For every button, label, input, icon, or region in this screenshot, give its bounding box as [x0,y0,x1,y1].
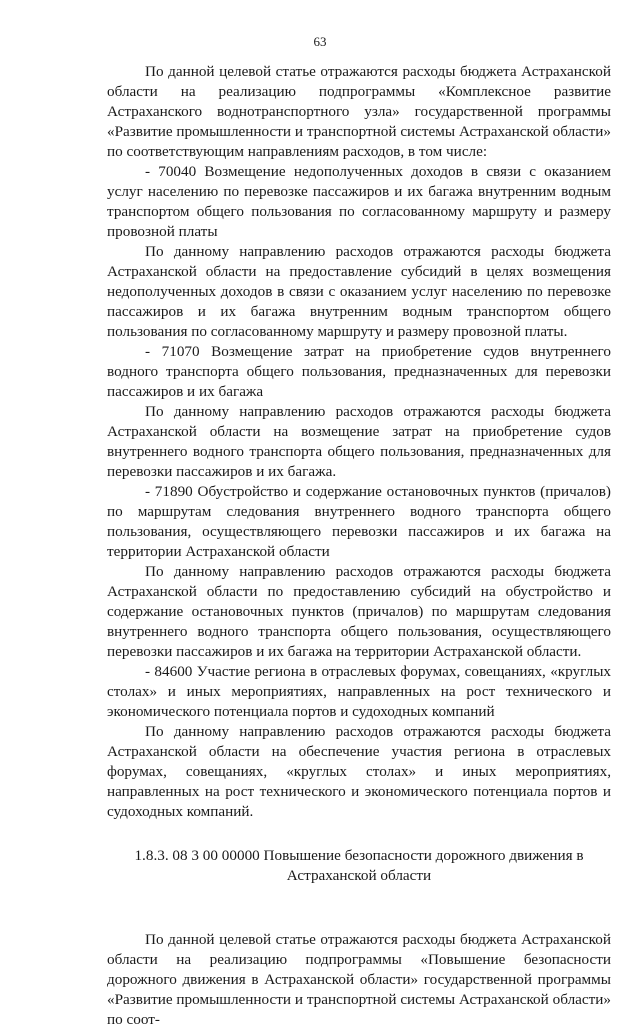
description-paragraph-70040: По данному направлению расходов отражаются расходы бюджета Астраханской области на предоставление субсидий в целях возмещения недополученных доходов в связи с оказанием услуг населению по перевозке пассажиров и их багажа внутренним водным транспортом общего пользования по согласованному маршруту и размеру провозной платы. [107,243,611,340]
expense-item-70040: - 70040 Возмещение недополученных доходов в связи с оказанием услуг населению по перевозке пассажиров и их багажа внутренним водным транспортом общего пользования по согласованному маршруту и размеру провозной платы [107,163,611,240]
description-paragraph-84600: По данному направлению расходов отражаются расходы бюджета Астраханской области на обеспечение участия региона в отраслевых форумах, совещаниях, «круглых столах» и иных мероприятиях, направленных на рост технического и экономического потенциала портов и судоходных компаний. [107,723,611,820]
document-body [107,62,611,1030]
description-paragraph-71070: По данному направлению расходов отражаются расходы бюджета Астраханской области на возмещение затрат на приобретение судов внутреннего водного транспорта общего пользования, предназначенных для перевозки пассажиров и их багажа. [107,403,611,480]
expense-item-71890: - 71890 Обустройство и содержание остановочных пунктов (причалов) по маршрутам следования внутреннего водного транспорта общего пользования, осуществляющего перевозки пассажиров и их багажа на территории Астраханской области [107,483,611,560]
section-heading: 1.8.3. 08 3 00 00000 Повышение безопасности дорожного движения в Астраханской области [134,847,584,884]
expense-item-71070: - 71070 Возмещение затрат на приобретение судов внутреннего водного транспорта общего пользования, предназначенных для перевозки пассажиров и их багажа [107,343,611,400]
final-paragraph: По данной целевой статье отражаются расходы бюджета Астраханской области на реализацию подпрограммы «Повышение безопасности дорожного движения в Астраханской области» государственной программы «Развитие промышленности и транспортной системы Астраханской области» по соот- [107,931,611,1028]
page-number: 63 [313,34,327,49]
description-paragraph-71890: По данному направлению расходов отражаются расходы бюджета Астраханской области по предоставлению субсидий на обустройство и содержание остановочных пунктов (причалов) по маршрутам следования внутреннего водного транспорта общего пользования, осуществляющего перевозки пассажиров и их багажа на территории Астраханской области. [107,563,611,660]
expense-item-84600: - 84600 Участие региона в отраслевых форумах, совещаниях, «круглых столах» и иных мероприятиях, направленных на рост технического и экономического потенциала портов и судоходных компаний [107,663,611,720]
intro-paragraph: По данной целевой статье отражаются расходы бюджета Астраханской области на реализацию подпрограммы «Комплексное развитие Астраханского воднотранспортного узла» государственной программы «Развитие промышленности и транспортной системы Астраханской области» по соответствующим направлениям расходов, в том числе: [107,63,611,160]
